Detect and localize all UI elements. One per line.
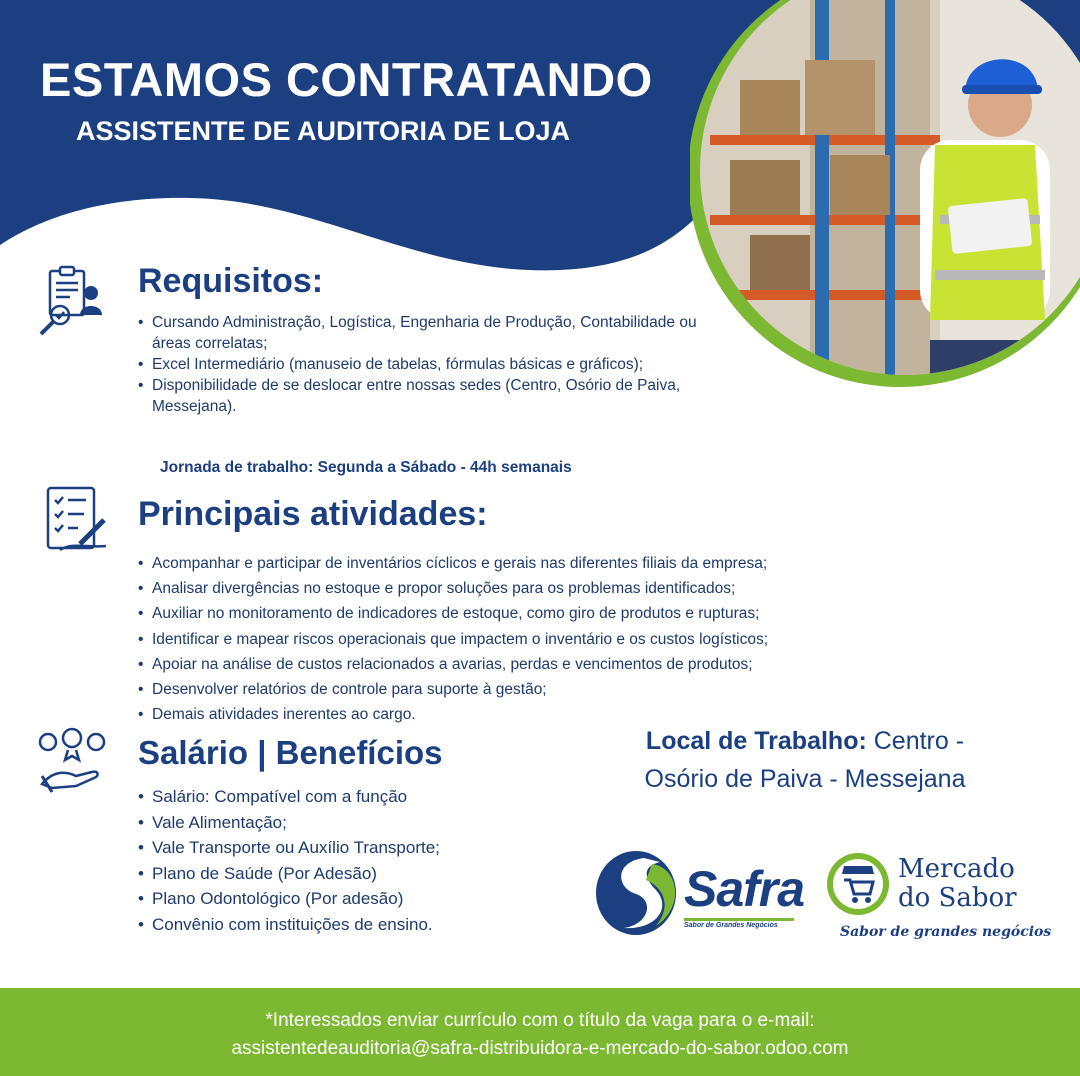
requisitos-list — [136, 312, 716, 417]
requisito-item: • Excel Intermediário (manuseio de tabelas, fórmulas básicas e gráficos); — [136, 354, 716, 375]
footer-banner — [0, 988, 1080, 1076]
atividade-item: • Desenvolver relatórios de controle para suporte à gestão; — [136, 677, 996, 702]
requisito-item: • Disponibilidade de se deslocar entre nossas sedes (Centro, Osório de Paiva, Messejana). — [136, 375, 716, 417]
atividade-item: • Apoiar na análise de custos relacionados a avarias, perdas e vencimentos de produtos; — [136, 652, 996, 677]
local-trabalho — [590, 722, 1020, 798]
mercado-line1: Mercado — [898, 854, 1015, 884]
requisito-item: • Cursando Administração, Logística, Engenharia de Produção, Contabilidade ou áreas correlatas; — [136, 312, 716, 354]
local-line2: Osório de Paiva - Messejana — [644, 765, 966, 793]
salario-list — [136, 784, 556, 938]
salario-title: Salário | Benefícios — [138, 734, 443, 771]
requisitos-title: Requisitos: — [138, 262, 324, 300]
jornada-text: Jornada de trabalho: Segunda a Sábado - 44h semanais — [160, 459, 572, 476]
subheadline: ASSISTENTE DE AUDITORIA DE LOJA — [76, 116, 571, 146]
beneficio-item: • Plano Odontológico (Por adesão) — [136, 886, 556, 912]
beneficio-item: • Salário: Compatível com a função — [136, 784, 556, 810]
mercado-tagline: Sabor de grandes negócios — [840, 924, 1052, 940]
beneficio-item: • Convênio com instituições de ensino. — [136, 912, 556, 938]
local-line1: Centro - — [866, 727, 965, 755]
safra-logo-mark — [594, 848, 686, 938]
atividades-title: Principais atividades: — [138, 495, 488, 533]
checklist-pen-icon — [40, 484, 112, 556]
beneficio-item: • Plano de Saúde (Por Adesão) — [136, 861, 556, 887]
atividade-item: • Demais atividades inerentes ao cargo. — [136, 702, 996, 727]
footer-instruction: *Interessados enviar currículo com o título da vaga para o e-mail: — [265, 1010, 815, 1031]
warehouse-worker-photo — [690, 0, 1080, 400]
beneficio-item: • Vale Alimentação; — [136, 810, 556, 836]
clipboard-search-icon — [36, 265, 108, 337]
mercado-line2: do Sabor — [898, 883, 1017, 913]
atividade-item: • Analisar divergências no estoque e propor soluções para os problemas identificados; — [136, 576, 996, 601]
atividade-item: • Identificar e mapear riscos operacionais que impactem o inventário e os custos logísticos; — [136, 627, 996, 652]
atividade-item: • Auxiliar no monitoramento de indicadores de estoque, como giro de produtos e rupturas; — [136, 601, 996, 626]
footer-email[interactable]: assistentedeauditoria@safra-distribuidora-e-mercado-do-sabor.odoo.com — [231, 1038, 849, 1059]
headline: ESTAMOS CONTRATANDO — [40, 53, 653, 106]
atividades-list — [136, 551, 996, 727]
mercado-name — [898, 855, 1017, 913]
beneficio-item: • Vale Transporte ou Auxílio Transporte; — [136, 835, 556, 861]
mercado-cart-logo-icon — [824, 850, 892, 918]
safra-name: Safra — [684, 861, 805, 917]
safra-tagline: Sabor de Grandes Negócios — [684, 922, 778, 929]
local-label: Local de Trabalho: — [645, 727, 867, 755]
atividade-item: • Acompanhar e participar de inventários cíclicos e gerais nas diferentes filiais da empresa; — [136, 551, 996, 576]
hand-coins-icon — [36, 726, 108, 798]
safra-underline — [684, 918, 794, 921]
